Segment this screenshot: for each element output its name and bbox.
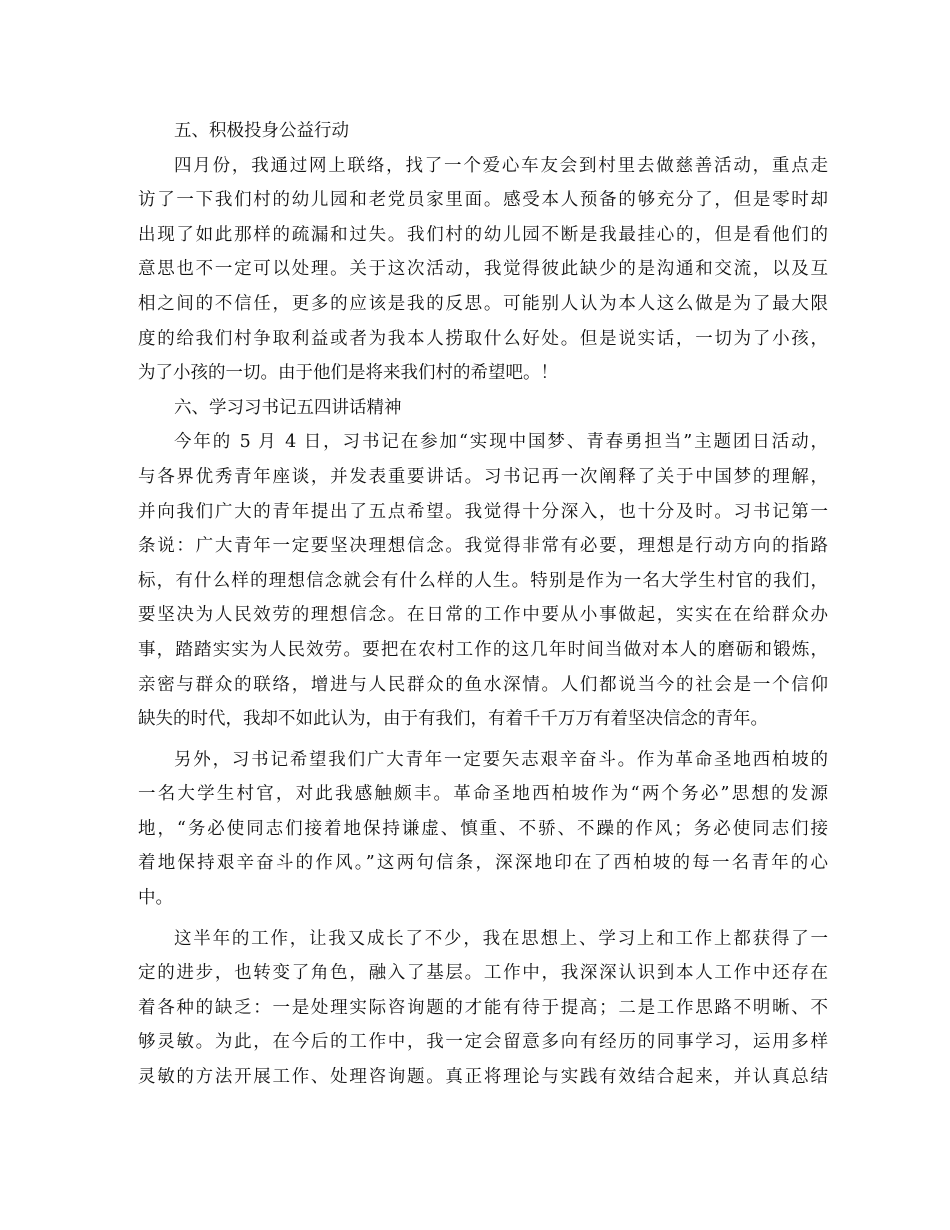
- paragraph-line: 另外，习书记希望我们广大青年一定要矢志艰辛奋斗。作为革命圣地西柏坡的: [174, 749, 828, 770]
- paragraph-line: 意思也不一定可以处理。关于这次活动，我觉得彼此缺少的是沟通和交流，以及互: [138, 259, 828, 280]
- paragraph-line: 要坚决为人民效劳的理想信念。在日常的工作中要从小事做起，实实在在给群众办: [138, 605, 828, 626]
- paragraph-line: 度的给我们村争取利益或者为我本人捞取什么好处。但是说实话，一切为了小孩，: [138, 328, 828, 349]
- paragraph-line: 这半年的工作，让我又成长了不少，我在思想上、学习上和工作上都获得了一: [174, 928, 828, 949]
- paragraph-line: 亲密与群众的联络，增进与人民群众的鱼水深情。人们都说当今的社会是一个信仰: [138, 674, 828, 695]
- paragraph-line: 并向我们广大的青年提出了五点希望。我觉得十分深入，也十分及时。习书记第一: [138, 501, 828, 522]
- paragraph-line: 定的进步，也转变了角色，融入了基层。工作中，我深深认识到本人工作中还存在: [138, 963, 828, 984]
- paragraph-line: 访了一下我们村的幼儿园和老党员家里面。感受本人预备的够充分了，但是零时却: [138, 190, 828, 211]
- paragraph-line: 与各界优秀青年座谈，并发表重要讲话。习书记再一次阐释了关于中国梦的理解，: [138, 466, 828, 487]
- paragraph-line: 着各种的缺乏：一是处理实际咨询题的才能有待于提高；二是工作思路不明晰、不: [138, 997, 828, 1018]
- paragraph-line: 今年的 5 月 4 日，习书记在参加“实现中国梦、青春勇担当”主题团日活动，: [174, 432, 828, 453]
- paragraph-line: 事，踏踏实实为人民效劳。要把在农村工作的这几年时间当做对本人的磨砺和锻炼，: [138, 639, 828, 660]
- paragraph-line: 中。: [138, 888, 173, 909]
- paragraph-line: 一名大学生村官，对此我感触颇丰。革命圣地西柏坡作为“两个务必”思想的发源: [138, 784, 828, 805]
- paragraph-line: 缺失的时代，我却不如此认为，由于有我们，有着千千万万有着坚决信念的青年。: [138, 709, 768, 730]
- paragraph-line: 地，“务必使同志们接着地保持谦虚、慎重、不骄、不躁的作风；务必使同志们接: [138, 818, 828, 839]
- paragraph-line: 出现了如此那样的疏漏和过失。我们村的幼儿园不断是我最挂心的，但是看他们的: [138, 224, 828, 245]
- paragraph-line: 相之间的不信任，更多的应该是我的反思。可能别人认为本人这么做是为了最大限: [138, 293, 828, 314]
- section-heading-5: 五、积极投身公益行动: [174, 121, 349, 141]
- paragraph-line: 四月份，我通过网上联络，找了一个爱心车友会到村里去做慈善活动，重点走: [174, 155, 828, 176]
- paragraph-line: 灵敏的方法开展工作、处理咨询题。真正将理论与实践有效结合起来，并认真总结: [138, 1067, 828, 1088]
- paragraph-line: 够灵敏。为此，在今后的工作中，我一定会留意多向有经历的同事学习，运用多样: [138, 1032, 828, 1053]
- paragraph-line: 为了小孩的一切。由于他们是将来我们村的希望吧。！: [138, 363, 558, 384]
- section-heading-6: 六、学习习书记五四讲话精神: [174, 397, 402, 418]
- paragraph-line: 着地保持艰辛奋斗的作风。”这两句信条，深深地印在了西柏坡的每一名青年的心: [138, 853, 828, 874]
- document-body: [138, 114, 828, 1095]
- paragraph-line: 条说：广大青年一定要坚决理想信念。我觉得非常有必要，理想是行动方向的指路: [138, 536, 828, 557]
- paragraph-line: 标，有什么样的理想信念就会有什么样的人生。特别是作为一名大学生村官的我们，: [138, 570, 828, 591]
